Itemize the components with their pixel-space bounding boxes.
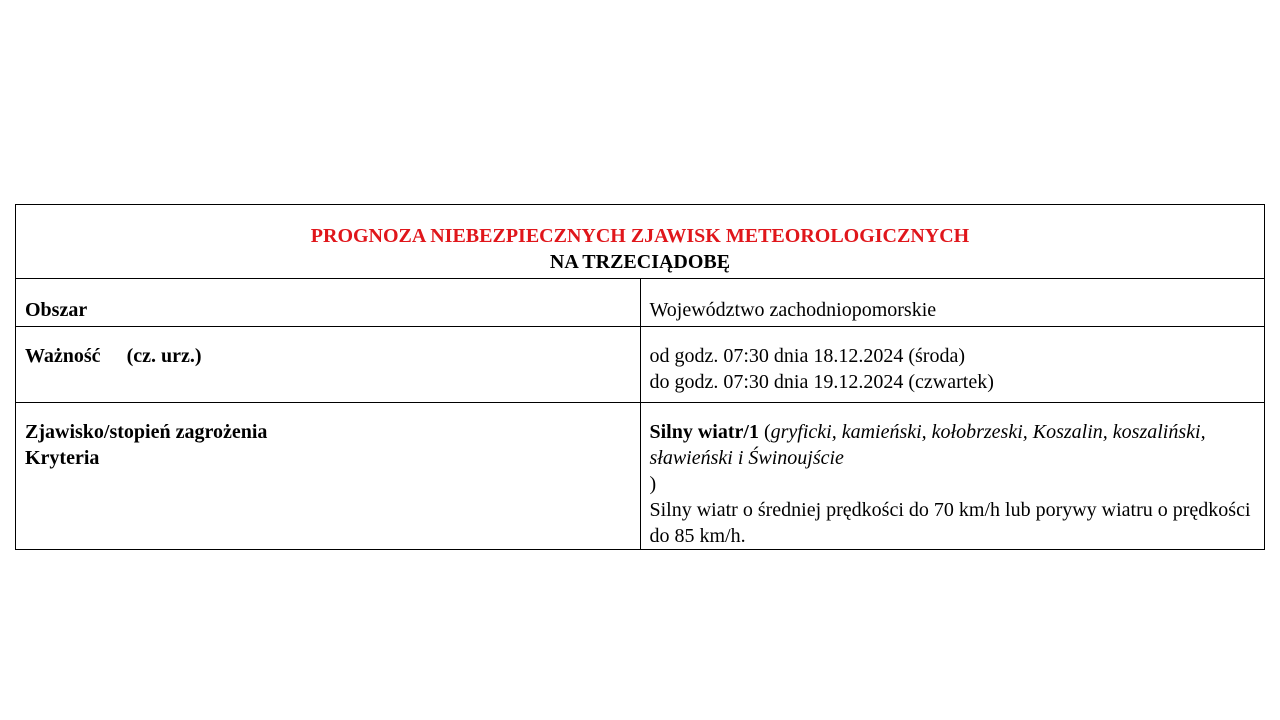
area-value: Województwo zachodniopomorskie (640, 279, 1265, 327)
regions-open-paren: ( (763, 421, 771, 443)
phenomenon-row (16, 403, 1265, 550)
area-label: Obszar (16, 279, 641, 327)
validity-from: od godz. 07:30 dnia 18.12.2024 (środa) (649, 345, 966, 367)
phenomenon-description (650, 419, 1256, 471)
validity-value-cell (640, 327, 1265, 403)
criteria-label: Kryteria (25, 447, 100, 469)
phenomenon-name: Silny wiatr/1 (649, 421, 759, 443)
title-cell (16, 205, 1265, 279)
validity-label-note: (cz. urz.) (126, 345, 202, 367)
regions-close-paren: ) (649, 473, 657, 495)
area-row (16, 279, 1265, 327)
validity-to: do godz. 07:30 dnia 19.12.2024 (czwartek) (649, 371, 994, 393)
title-row (16, 205, 1265, 279)
warning-subtitle: NA TRZECIĄDOBĘ (549, 251, 731, 273)
criteria-text: Silny wiatr o średniej prędkości do 70 km/h lub porywy wiatru o prędkości do 85 km/h. (649, 499, 1251, 547)
warning-title: PROGNOZA NIEBEZPIECZNYCH ZJAWISK METEOROLOGICZNYCH (310, 225, 970, 247)
warning-table (15, 204, 1265, 550)
validity-label-cell (16, 327, 641, 403)
validity-row (16, 327, 1265, 403)
phenomenon-label: Zjawisko/stopień zagrożenia (25, 421, 268, 443)
phenomenon-value-cell (640, 403, 1265, 550)
validity-label: Ważność (25, 345, 101, 367)
phenomenon-label-cell (16, 403, 641, 550)
affected-regions: gryficki, kamieński, kołobrzeski, Koszalin, koszaliński, sławieński i Świnoujście (649, 421, 1206, 469)
